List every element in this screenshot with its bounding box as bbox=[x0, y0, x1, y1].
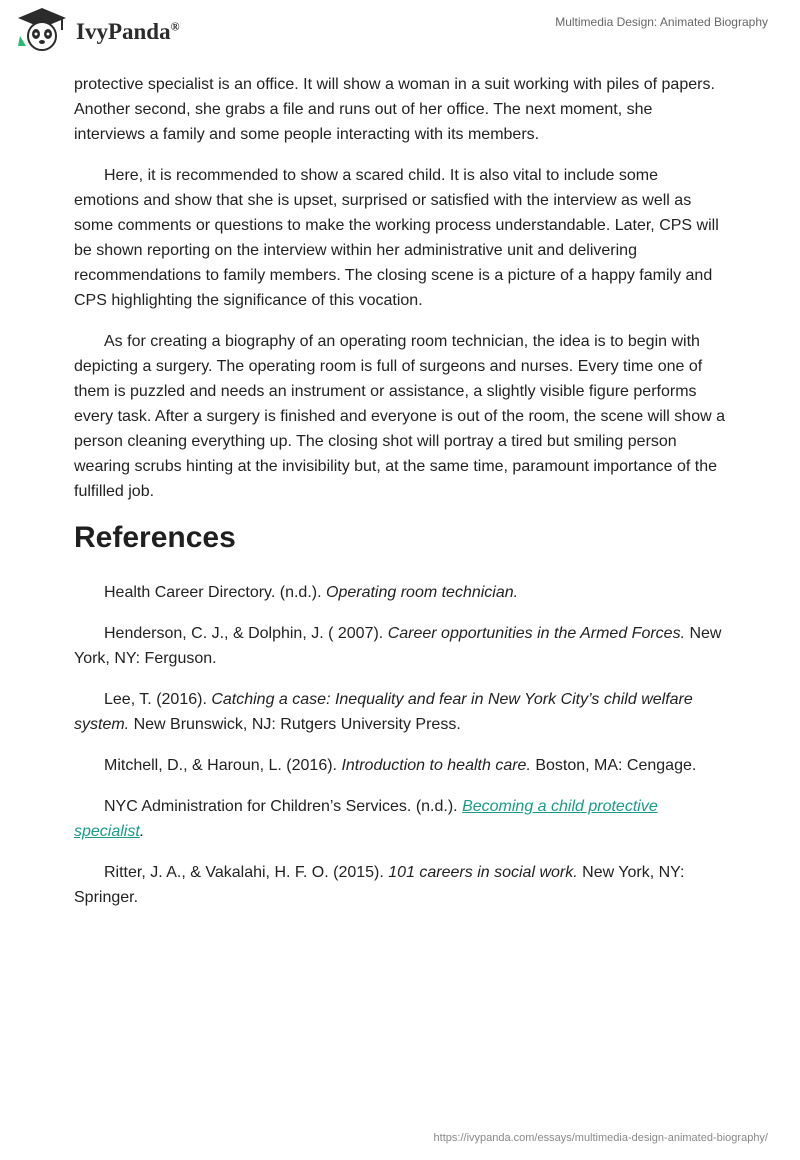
essay-content bbox=[74, 72, 726, 926]
reference-item: Ritter, J. A., & Vakalahi, H. F. O. (2015). 101 careers in social work. New York, NY: Springer. bbox=[74, 864, 685, 906]
body-paragraph-2: Here, it is recommended to show a scared child. It is also vital to include some emotions and show that she is upset, surprised or satisfied with the interview as well as some comments or questions to make the working process understandable. Later, CPS will be shown reporting on the interview within her administrative unit and delivering recommendations to family members. The closing scene is a picture of a happy family and CPS highlighting the significance of this vocation. bbox=[74, 167, 719, 309]
body-paragraph-1: protective specialist is an office. It will show a woman in a suit working with piles of papers. Another second, she grabs a file and runs out of her office. The next moment, she interviews a family and some people interacting with its members. bbox=[74, 76, 715, 143]
reference-item: Lee, T. (2016). Catching a case: Inequality and fear in New York City’s child welfare system. New Brunswick, NJ: Rutgers University Press. bbox=[74, 691, 693, 733]
references-heading: References bbox=[74, 521, 236, 554]
reference-item: Mitchell, D., & Haroun, L. (2016). Introduction to health care. Boston, MA: Cengage. bbox=[104, 757, 697, 774]
reference-item: Henderson, C. J., & Dolphin, J. ( 2007). Career opportunities in the Armed Forces. New York, NY: Ferguson. bbox=[74, 625, 722, 667]
footer-url[interactable]: https://ivypanda.com/essays/multimedia-design-animated-biography/ bbox=[433, 1132, 768, 1144]
page-header bbox=[0, 0, 800, 70]
reference-item: Health Career Directory. (n.d.). Operating room technician. bbox=[104, 584, 519, 601]
body-paragraph-3: As for creating a biography of an operating room technician, the idea is to begin with depicting a surgery. The operating room is full of surgeons and nurses. Every time one of them is puzzled and needs an instrument or assistance, a slightly visible figure performs every task. After a surgery is finished and everyone is out of the room, the scene will show a person cleaning everything up. The closing shot will portray a tired but smiling person wearing scrubs hinting at the invisibility but, at the same time, paramount importance of the fulfilled job. bbox=[74, 333, 725, 500]
panda-logo-icon bbox=[14, 6, 70, 52]
logo[interactable] bbox=[14, 6, 180, 52]
reference-item: NYC Administration for Children’s Services. (n.d.). Becoming a child protective specialist. bbox=[74, 798, 658, 840]
reference-link[interactable]: Becoming a child protective specialist bbox=[74, 798, 658, 840]
document-title: Multimedia Design: Animated Biography bbox=[555, 15, 768, 29]
brand-name: IvyPanda® bbox=[76, 19, 180, 44]
